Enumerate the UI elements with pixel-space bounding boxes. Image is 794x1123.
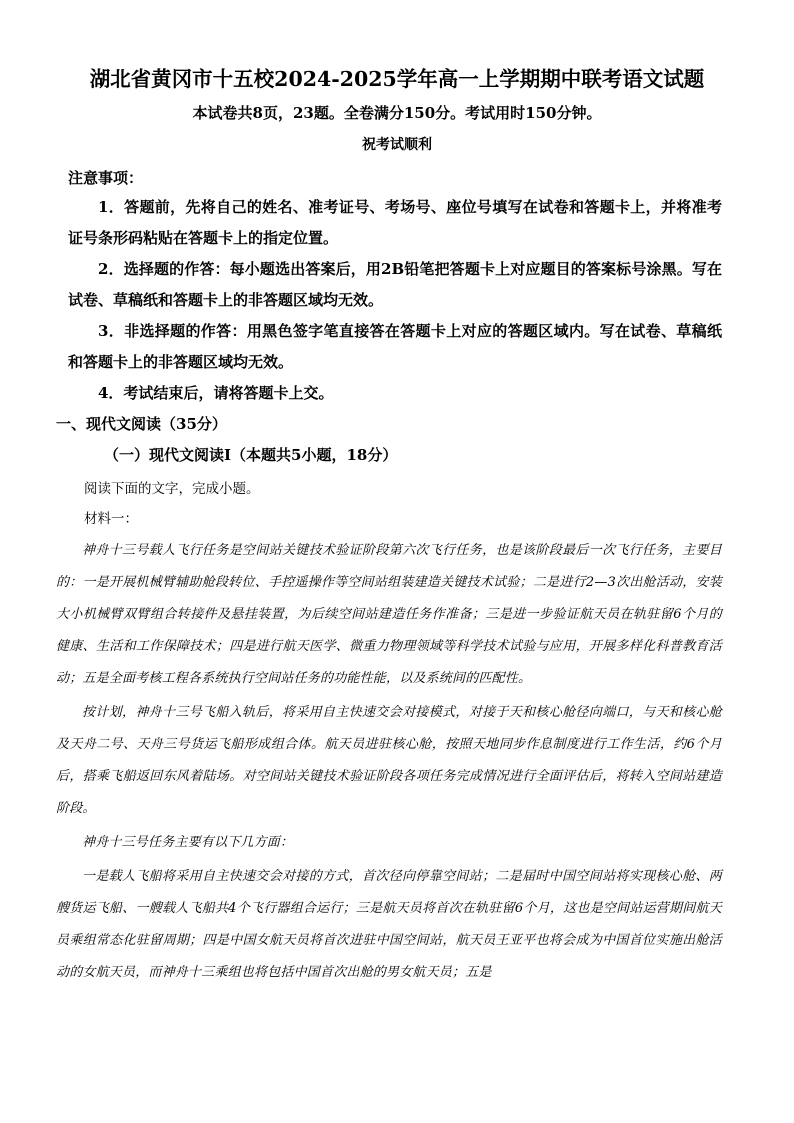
- exam-title: 湖北省黄冈市十五校2024-2025学年高一上学期期中联考语文试题: [89, 67, 705, 91]
- notice-item: 4．考试结束后，请将答题卡上交。: [98, 384, 334, 402]
- notice-list: [68, 192, 722, 409]
- section-heading: 一、现代文阅读（35分）: [56, 415, 227, 433]
- material-label: 材料一：: [84, 511, 138, 527]
- notice-item: 3．非选择题的作答：用黑色签字笔直接答在答题卡上对应的答题区域内。写在试卷、草稿纸和答题卡上的非答题区域均无效。: [68, 322, 722, 371]
- reading-instruction: 阅读下面的文字，完成小题。: [84, 481, 260, 497]
- material-paragraph: 神舟十三号载人飞行任务是空间站关键技术验证阶段第六次飞行任务，也是该阶段最后一次飞行任务，主要目的：一是开展机械臂辅助舱段转位、手控遥操作等空间站组装建造关键技术试验；二是进行2—3次出舱活动，安装大小机械臂双臂组合转接件及悬挂装置，为后续空间站建造任务作准备；三是进一步验证航天员在轨驻留6个月的健康、生活和工作保障技术；四是进行航天医学、微重力物理领域等科学技术试验与应用，开展多样化科普教育活动；五是全面考核工程各系统执行空间站任务的功能性能，以及系统间的匹配性。: [56, 543, 722, 686]
- notice-heading: 注意事项：: [68, 169, 144, 187]
- material-body: [56, 535, 722, 989]
- material-paragraph: 按计划，神舟十三号飞船入轨后，将采用自主快速交会对接模式，对接于天和核心舱径向端口，与天和核心舱及天舟二号、天舟三号货运飞船形成组合体。航天员进驻核心舱，按照天地同步作息制度进行工作生活，约6个月后，搭乘飞船返回东风着陆场。对空间站关键技术验证阶段各项任务完成情况进行全面评估后，将转入空间站建造阶段。: [56, 705, 722, 816]
- subsection-heading: （一）现代文阅读Ⅰ（本题共5小题，18分）: [104, 446, 398, 464]
- material-paragraph: 一是载人飞船将采用自主快速交会对接的方式，首次径向停靠空间站；二是届时中国空间站将实现核心舱、两艘货运飞船、一艘载人飞船共4个飞行器组合运行；三是航天员将首次在轨驻留6个月，这也是空间站运营期间航天员乘组常态化驻留周期；四是中国女航天员将首次进驻中国空间站，航天员王亚平也将会成为中国首位实施出舱活动的女航天员，而神舟十三乘组也将包括中国首次出舱的男女航天员；五是: [56, 869, 722, 980]
- good-luck-line: 祝考试顺利: [362, 137, 432, 153]
- material-paragraph: 神舟十三号任务主要有以下几方面：: [82, 835, 294, 850]
- notice-item: 1．答题前，先将自己的姓名、准考证号、考场号、座位号填写在试卷和答题卡上，并将准考证号条形码粘贴在答题卡上的指定位置。: [68, 198, 722, 247]
- exam-info: 本试卷共8页，23题。全卷满分150分。考试用时150分钟。: [192, 104, 602, 122]
- notice-item: 2．选择题的作答：每小题选出答案后，用2B铅笔把答题卡上对应题目的答案标号涂黑。写在试卷、草稿纸和答题卡上的非答题区域均无效。: [68, 260, 722, 309]
